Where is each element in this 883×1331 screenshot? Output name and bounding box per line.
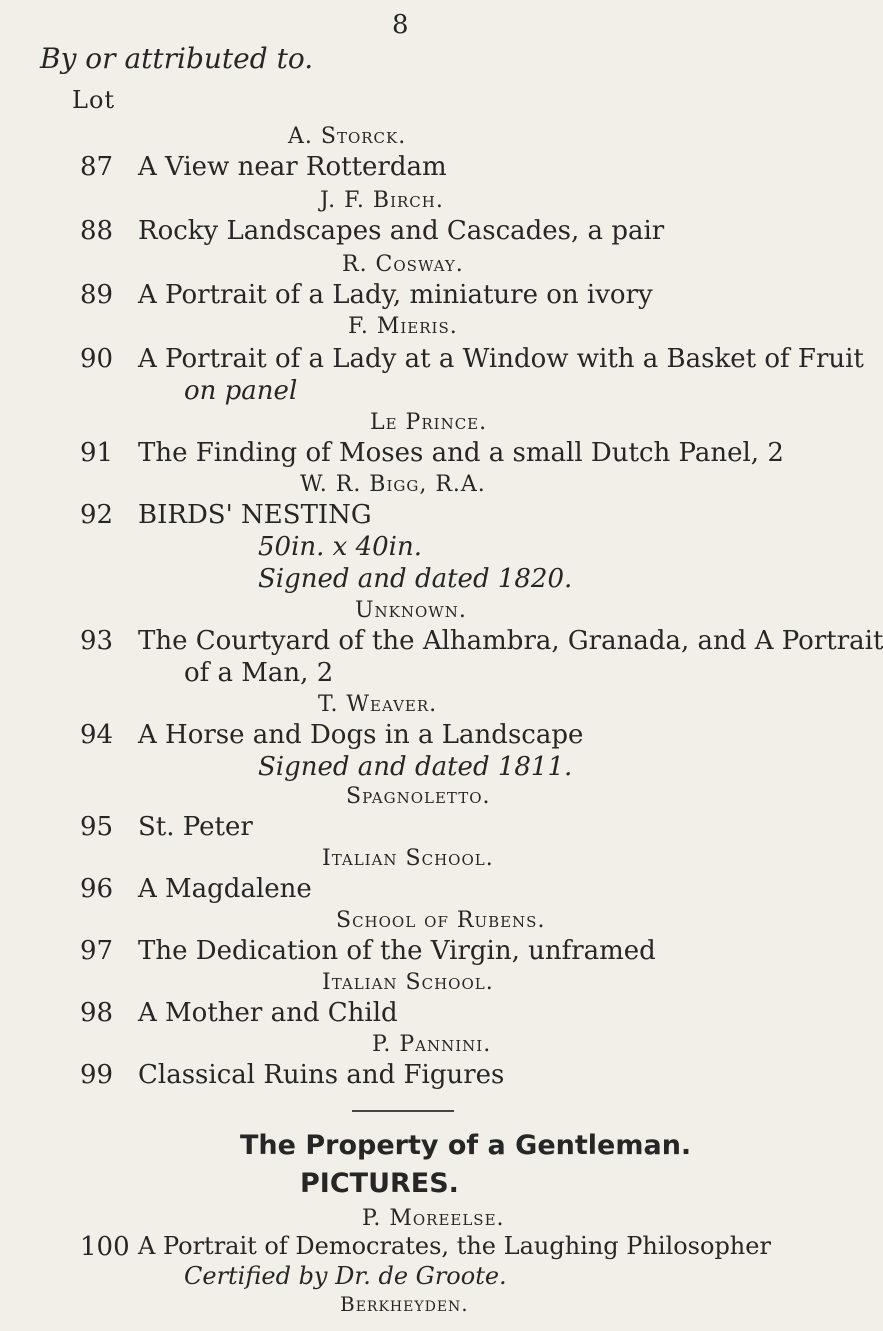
artist-name: Unknown. xyxy=(355,598,467,623)
artist-name: W. R. Bigg, R.A. xyxy=(300,472,486,497)
lot-subtitle: of a Man, 2 xyxy=(184,658,334,688)
lot-number: 98 xyxy=(80,998,114,1028)
artist-name: P. Moreelse. xyxy=(362,1206,505,1231)
lot-title: A Magdalene xyxy=(138,874,312,904)
lot-title: BIRDS' NESTING xyxy=(138,500,372,530)
lot-title: The Courtyard of the Alhambra, Granada, and A Portrait xyxy=(138,626,883,656)
lot-title: Rocky Landscapes and Cascades, a pair xyxy=(138,216,665,246)
lot-number: 89 xyxy=(80,280,114,310)
lot-title: The Dedication of the Virgin, unframed xyxy=(138,936,656,966)
artist-name: Berkheyden. xyxy=(340,1292,469,1316)
lot-signature-note: Signed and dated 1820. xyxy=(258,564,573,594)
artist-name: F. Mieris. xyxy=(348,314,458,339)
lot-number: 90 xyxy=(80,344,114,374)
lot-number: 97 xyxy=(80,936,114,966)
lot-signature-note: Signed and dated 1811. xyxy=(258,752,573,782)
lot-title: A Portrait of Democrates, the Laughing Philosopher xyxy=(138,1232,771,1260)
page-number: 8 xyxy=(392,10,409,40)
artist-name: School of Rubens. xyxy=(336,908,546,933)
artist-name: P. Pannini. xyxy=(372,1032,492,1057)
artist-name: Le Prince. xyxy=(370,410,488,435)
lot-number: 94 xyxy=(80,720,114,750)
artist-name: Italian School. xyxy=(322,846,494,871)
lot-number: 93 xyxy=(80,626,114,656)
artist-name: A. Storck. xyxy=(288,124,407,149)
section-subtitle: PICTURES. xyxy=(300,1168,459,1199)
lot-subtitle: on panel xyxy=(184,376,298,406)
lot-column-label: Lot xyxy=(72,86,116,114)
catalogue-heading: By or attributed to. xyxy=(40,42,314,75)
artist-name: T. Weaver. xyxy=(318,692,438,717)
lot-number: 88 xyxy=(80,216,114,246)
artist-name: Spagnoletto. xyxy=(346,784,491,809)
artist-name: R. Cosway. xyxy=(342,252,464,277)
lot-title: A View near Rotterdam xyxy=(138,152,447,182)
lot-number: 99 xyxy=(80,1060,114,1090)
lot-number: 91 xyxy=(80,438,114,468)
lot-dimensions: 50in. x 40in. xyxy=(258,532,423,562)
lot-title: A Portrait of a Lady, miniature on ivory xyxy=(138,280,653,310)
artist-name: Italian School. xyxy=(322,970,494,995)
lot-number: 92 xyxy=(80,500,114,530)
lot-certification: Certified by Dr. de Groote. xyxy=(184,1262,507,1290)
lot-title: A Mother and Child xyxy=(138,998,398,1028)
lot-title: A Portrait of a Lady at a Window with a Basket of Fruit xyxy=(138,344,864,374)
artist-name: J. F. Birch. xyxy=(320,188,444,213)
lot-title: A Horse and Dogs in a Landscape xyxy=(138,720,584,750)
lot-title: St. Peter xyxy=(138,812,253,842)
lot-number: 95 xyxy=(80,812,114,842)
section-divider xyxy=(352,1110,454,1112)
lot-number: 96 xyxy=(80,874,114,904)
lot-title: The Finding of Moses and a small Dutch Panel, 2 xyxy=(138,438,784,468)
lot-number: 100 xyxy=(80,1232,130,1262)
lot-title: Classical Ruins and Figures xyxy=(138,1060,505,1090)
lot-number: 87 xyxy=(80,152,114,182)
section-title: The Property of a Gentleman. xyxy=(240,1130,692,1161)
